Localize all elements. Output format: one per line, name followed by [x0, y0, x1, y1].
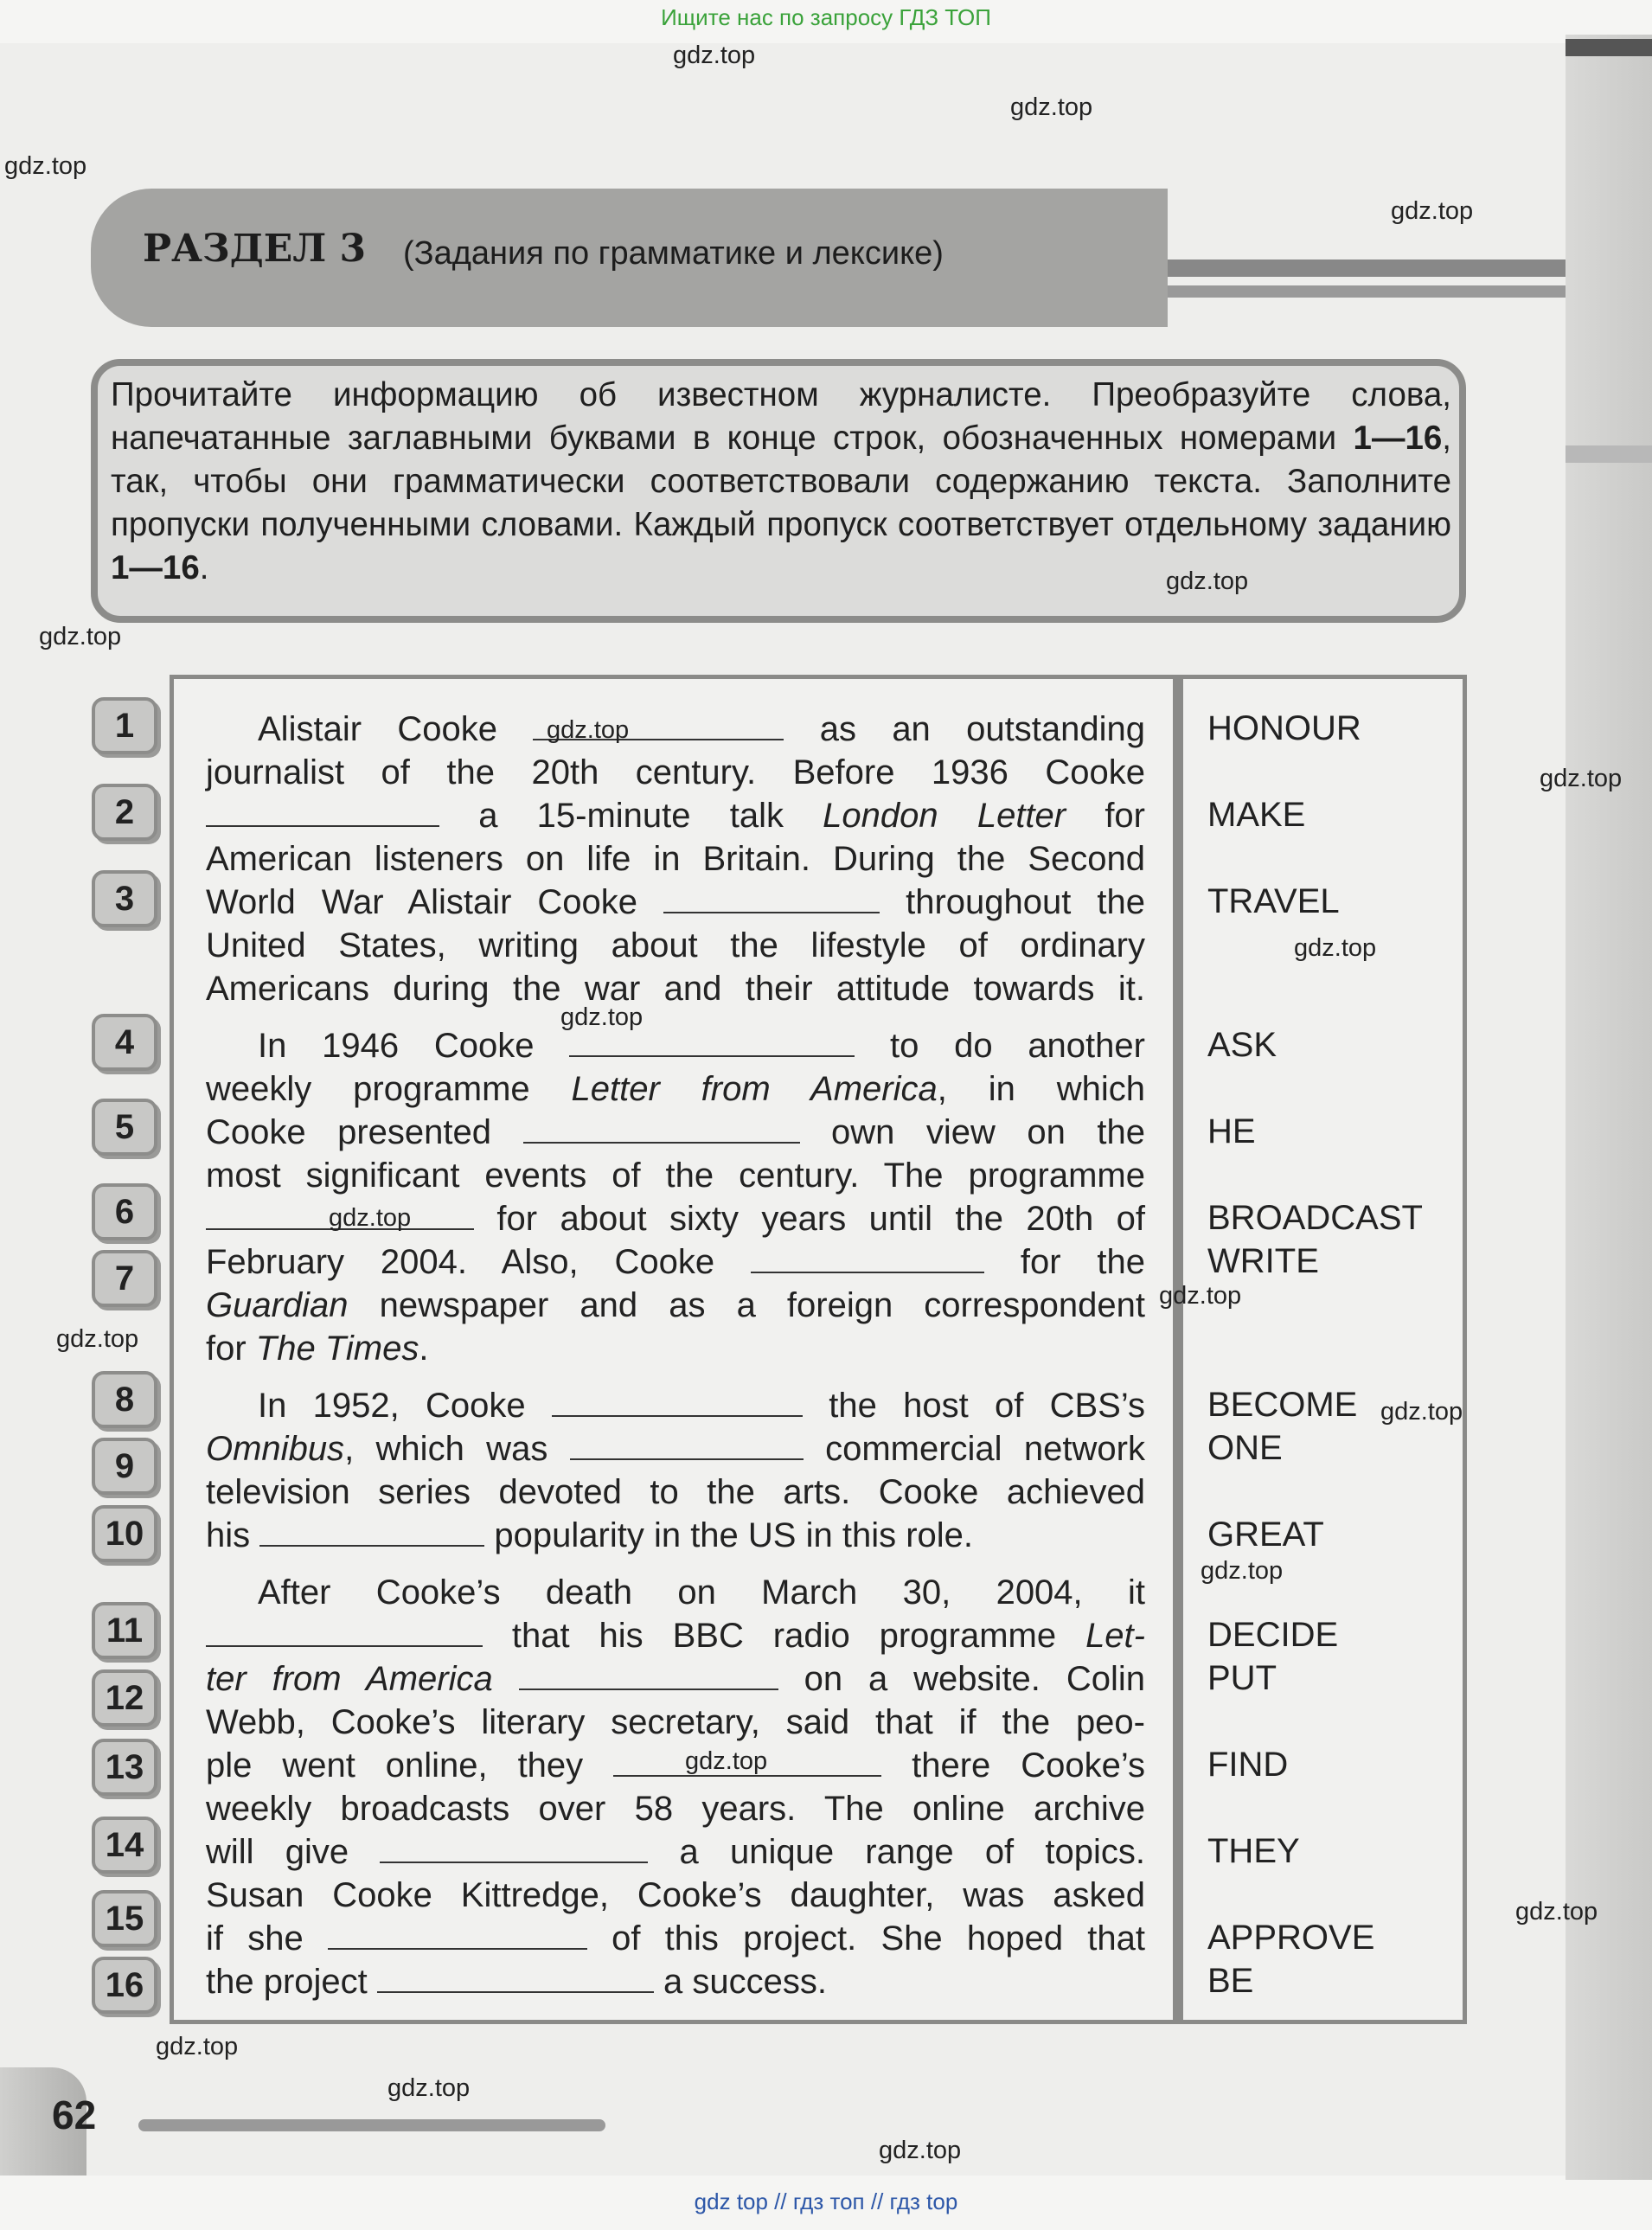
text-line: American listeners on life in Britain. During the Second	[206, 840, 1145, 878]
section-subtitle: (Задания по грамматике и лексике)	[403, 235, 944, 272]
watermark-text: gdz.top	[673, 42, 756, 69]
text-line: journalist of the 20th century. Before 1936 Cooke	[206, 753, 1145, 791]
footer-links[interactable]: gdz top // гдз топ // гдз top	[694, 2188, 958, 2214]
watermark-text: gdz.top	[560, 1003, 644, 1031]
watermark-text: gdz.top	[1294, 934, 1377, 962]
task-number: 9	[92, 1438, 157, 1495]
page-number-rule	[138, 2119, 605, 2131]
watermark-text: gdz.top	[39, 623, 122, 650]
answer-blank	[380, 1861, 648, 1863]
watermark-text: gdz.top	[685, 1747, 768, 1775]
text-line: for The Times.	[206, 1330, 429, 1368]
text-line: television series devoted to the arts. Cooke achieved	[206, 1473, 1145, 1511]
task-number: 2	[92, 784, 157, 841]
task-number: 3	[92, 870, 157, 927]
text-line: most significant events of the century. The programme	[206, 1157, 1145, 1195]
answer-blank	[663, 911, 880, 913]
text-line: ter from America on a website. Colin	[206, 1660, 1145, 1698]
task-number: 14	[92, 1817, 157, 1874]
watermark-text: gdz.top	[879, 2137, 962, 2164]
answer-blank	[570, 1458, 804, 1460]
keyword: ONE	[1207, 1429, 1283, 1467]
task-number: 13	[92, 1739, 157, 1796]
keyword: HONOUR	[1207, 709, 1361, 747]
keyword: THEY	[1207, 1832, 1300, 1870]
answer-blank	[552, 1414, 803, 1417]
text-line: if she of this project. She hoped that	[206, 1919, 1145, 1958]
text-line: weekly programme Letter from America, in which	[206, 1070, 1145, 1108]
task-number: 8	[92, 1371, 157, 1428]
page-number: 62	[52, 2092, 97, 2137]
watermark-text: gdz.top	[1540, 765, 1623, 792]
keyword: TRAVEL	[1207, 882, 1340, 920]
task-number: 12	[92, 1669, 157, 1727]
watermark-text: gdz.top	[1515, 1898, 1598, 1926]
watermark-text: gdz.top	[1010, 93, 1093, 121]
watermark-text: gdz.top	[329, 1204, 412, 1232]
watermark-text: gdz.top	[156, 2033, 239, 2060]
text-line: World War Alistair Cooke throughout the	[206, 883, 1145, 921]
answer-blank	[206, 824, 439, 827]
watermark-text: gdz.top	[4, 152, 87, 180]
text-line: the project a success.	[206, 1963, 827, 2001]
watermark-text: gdz.top	[56, 1325, 139, 1353]
text-line: Omnibus, which was commercial network	[206, 1430, 1145, 1468]
text-line: ple went online, they there Cooke’s	[206, 1746, 1145, 1785]
watermark-text: gdz.top	[547, 716, 630, 744]
text-line: his popularity in the US in this role.	[206, 1516, 974, 1554]
watermark-text: gdz.top	[1201, 1557, 1284, 1585]
text-line: Susan Cooke Kittredge, Cooke’s daughter, was asked	[206, 1876, 1145, 1914]
section-title: РАЗДЕЛ 3	[143, 227, 367, 271]
text-line: Americans during the war and their attitude towards it.	[206, 970, 1145, 1008]
text-line: Guardian newspaper and as a foreign correspondent	[206, 1286, 1145, 1324]
text-line: Alistair Cooke as an outstanding	[258, 710, 1145, 748]
text-line: In 1946 Cooke to do another	[258, 1027, 1145, 1065]
column-divider	[1173, 675, 1183, 2024]
facing-page-band	[1566, 445, 1652, 463]
answer-blank	[206, 1644, 483, 1647]
instruction-text: Прочитайте информацию об известном журналисте. Преобразуйте слова, напечатанные заглавными буквами в конце строк, обозначенных номерами 1—16, так, чтобы они грамматически соответствовали содержанию текста. Заполните пропуски полученными словами. Каждый пропуск соответствует отдельному заданию 1—16.	[111, 376, 1451, 586]
text-line: a 15-minute talk London Letter for	[206, 794, 1145, 837]
text-line: February 2004. Also, Cooke for the	[206, 1243, 1145, 1281]
keyword: BROADCAST	[1207, 1199, 1423, 1237]
answer-blank	[519, 1688, 778, 1690]
watermark-text: gdz.top	[1166, 567, 1249, 595]
keyword: ASK	[1207, 1026, 1277, 1064]
watermark-text: gdz.top	[1391, 197, 1474, 225]
text-line: After Cooke’s death on March 30, 2004, it	[258, 1573, 1145, 1612]
facing-page-edge	[1566, 35, 1652, 2180]
task-number: 5	[92, 1099, 157, 1156]
answer-blank	[259, 1544, 484, 1547]
keyword: PUT	[1207, 1659, 1277, 1697]
answer-blank	[751, 1271, 984, 1273]
keyword: BECOME	[1207, 1386, 1358, 1424]
task-number: 1	[92, 697, 157, 754]
keyword: BE	[1207, 1962, 1254, 2000]
task-number: 10	[92, 1505, 157, 1562]
keyword: WRITE	[1207, 1242, 1319, 1280]
keyword: APPROVE	[1207, 1919, 1375, 1957]
facing-page-band	[1566, 39, 1652, 56]
text-line: will give a unique range of topics.	[206, 1833, 1145, 1871]
answer-blank	[523, 1141, 800, 1144]
answer-blank	[328, 1947, 587, 1950]
keyword: GREAT	[1207, 1516, 1324, 1554]
text-line: Cooke presented own view on the	[206, 1113, 1145, 1151]
text-line: In 1952, Cooke the host of CBS’s	[258, 1387, 1145, 1425]
task-number: 6	[92, 1183, 157, 1240]
answer-blank	[377, 1990, 654, 1993]
task-number: 11	[92, 1602, 157, 1659]
text-line: for about sixty years until the 20th of	[206, 1197, 1145, 1240]
keyword: MAKE	[1207, 796, 1306, 834]
text-line: weekly broadcasts over 58 years. The online archive	[206, 1790, 1145, 1828]
watermark-text: gdz.top	[1380, 1398, 1463, 1426]
task-number: 16	[92, 1957, 157, 2014]
watermark-text: gdz.top	[1159, 1282, 1242, 1310]
answer-blank	[569, 1054, 855, 1057]
task-number: 7	[92, 1250, 157, 1307]
keyword: HE	[1207, 1112, 1256, 1150]
task-number: 4	[92, 1014, 157, 1071]
text-line: Webb, Cooke’s literary secretary, said that if the peo-	[206, 1703, 1145, 1741]
keyword: DECIDE	[1207, 1616, 1339, 1654]
text-line: United States, writing about the lifestyle of ordinary	[206, 926, 1145, 964]
watermark-text: gdz.top	[387, 2074, 471, 2102]
text-line: that his BBC radio programme Let-	[206, 1614, 1145, 1657]
keyword: FIND	[1207, 1746, 1289, 1784]
task-number: 15	[92, 1890, 157, 1947]
site-banner[interactable]: Ищите нас по запросу ГДЗ ТОП	[661, 4, 991, 30]
